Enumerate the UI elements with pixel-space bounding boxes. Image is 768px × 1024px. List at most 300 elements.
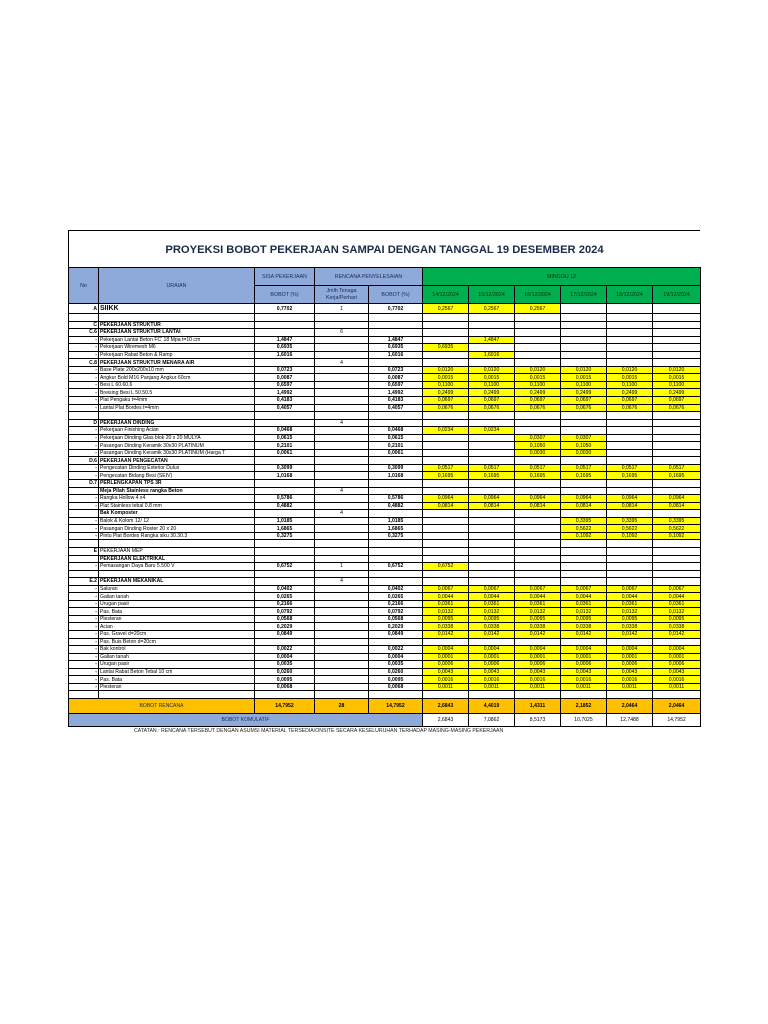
row-tenaga: [315, 434, 369, 442]
row-tenaga: [315, 668, 369, 676]
row-day-value: 0,0015: [653, 374, 701, 382]
row-day-value: 0,2499: [561, 389, 607, 397]
row-number: -: [69, 661, 99, 669]
table-row: [69, 517, 701, 525]
row-day-value: [469, 359, 515, 367]
row-number: -: [69, 381, 99, 389]
row-sisa: 0,0061: [255, 449, 315, 457]
row-uraian: [99, 540, 255, 548]
header-date: 15/12/2024: [469, 286, 515, 304]
table-row: [69, 578, 701, 586]
row-day-value: 0,0517: [653, 464, 701, 472]
row-bobot: 0,6935: [369, 344, 423, 352]
row-sisa: 1,4992: [255, 389, 315, 397]
header-date: 19/12/2024: [653, 286, 701, 304]
row-number: -: [69, 442, 99, 450]
row-day-value: [515, 427, 561, 435]
table-row: [69, 623, 701, 631]
row-day-value: [607, 480, 653, 488]
table-row: [69, 434, 701, 442]
row-sisa: 0,0402: [255, 585, 315, 593]
row-number: -: [69, 464, 99, 472]
row-day-value: 0,0676: [515, 404, 561, 412]
row-day-value: [515, 532, 561, 540]
row-day-value: [653, 480, 701, 488]
row-day-value: [469, 691, 515, 699]
row-day-value: [423, 480, 469, 488]
row-day-value: [561, 419, 607, 427]
row-number: -: [69, 630, 99, 638]
row-day-value: 0,0676: [561, 404, 607, 412]
row-day-value: [469, 480, 515, 488]
table-row: [69, 389, 701, 397]
row-bobot: [369, 314, 423, 322]
row-sisa: [255, 540, 315, 548]
row-day-value: 0,0814: [561, 502, 607, 510]
row-day-value: [653, 304, 701, 314]
table-row: [69, 585, 701, 593]
row-number: [69, 691, 99, 699]
row-sisa: [255, 578, 315, 586]
row-bobot: [369, 412, 423, 420]
header-minggu: MINGGU 12: [423, 268, 701, 286]
row-day-value: [469, 547, 515, 555]
row-bobot: 0,5786: [369, 495, 423, 503]
row-day-value: 0,0043: [561, 668, 607, 676]
row-day-value: [607, 510, 653, 518]
row-uraian: PEKERJAAN ELEKTRIKAL: [99, 555, 255, 563]
row-uraian: PEKERJAAN STRUKTUR: [99, 321, 255, 329]
row-bobot: 0,4057: [369, 404, 423, 412]
table-row: [69, 661, 701, 669]
row-tenaga: [315, 366, 369, 374]
row-day-value: 0,1695: [653, 472, 701, 480]
row-uraian: [99, 314, 255, 322]
table-row: [69, 510, 701, 518]
row-tenaga: [315, 472, 369, 480]
row-tenaga: [315, 646, 369, 654]
row-bobot: 0,0568: [369, 615, 423, 623]
row-day-value: 0,0011: [469, 683, 515, 691]
row-uraian: Angkur Bold M16 Panjang Angkur 60cm: [99, 374, 255, 382]
row-day-value: 0,0142: [653, 630, 701, 638]
row-day-value: [423, 570, 469, 578]
footnote: CATATAN : RENCANA TERSEBUT DENGAN ASUMSI MATERIAL TERSEDIA/ONSITE SECARA KESELURUHAN TERHADAP MASING-MASING PEKERJAAN: [134, 727, 504, 734]
row-tenaga: 6: [315, 329, 369, 337]
header-bobot-rencana: BOBOT (%): [369, 286, 423, 304]
row-bobot: 0,0260: [369, 668, 423, 676]
row-sisa: 0,5786: [255, 495, 315, 503]
row-day-value: 0,1695: [561, 472, 607, 480]
row-day-value: 0,0517: [607, 464, 653, 472]
row-day-value: [653, 321, 701, 329]
row-tenaga: [315, 397, 369, 405]
row-number: -: [69, 593, 99, 601]
row-day-value: 0,0517: [469, 464, 515, 472]
row-day-value: [469, 434, 515, 442]
row-day-value: [515, 359, 561, 367]
row-day-value: [653, 555, 701, 563]
table-row: [69, 593, 701, 601]
row-bobot: 0,0468: [369, 427, 423, 435]
row-day-value: [561, 351, 607, 359]
row-tenaga: [315, 540, 369, 548]
row-sisa: 1,6016: [255, 351, 315, 359]
row-number: D: [69, 419, 99, 427]
row-tenaga: [315, 351, 369, 359]
row-day-value: 0,0307: [561, 434, 607, 442]
row-day-value: [607, 412, 653, 420]
row-day-value: [423, 449, 469, 457]
row-bobot: 0,0004: [369, 653, 423, 661]
row-tenaga: [315, 661, 369, 669]
row-day-value: 0,1092: [607, 532, 653, 540]
row-day-value: 0,0016: [653, 676, 701, 684]
row-uraian: [99, 570, 255, 578]
table-row: [69, 427, 701, 435]
row-day-value: 0,0001: [607, 653, 653, 661]
row-sisa: 0,0265: [255, 593, 315, 601]
row-day-value: [423, 525, 469, 533]
row-day-value: [653, 487, 701, 495]
row-day-value: 0,0338: [469, 623, 515, 631]
row-bobot: 0,3099: [369, 464, 423, 472]
row-day-value: 0,0964: [515, 495, 561, 503]
row-tenaga: [315, 464, 369, 472]
row-sisa: 0,0087: [255, 374, 315, 382]
row-sisa: [255, 547, 315, 555]
row-day-value: 0,1100: [561, 381, 607, 389]
row-day-value: [653, 329, 701, 337]
row-day-value: 0,0095: [561, 615, 607, 623]
row-uraian: PEKERJAAN PENGECATAN: [99, 457, 255, 465]
row-day-value: [423, 532, 469, 540]
row-day-value: [469, 555, 515, 563]
row-sisa: 0,4882: [255, 502, 315, 510]
row-day-value: 0,0006: [423, 661, 469, 669]
row-day-value: [561, 336, 607, 344]
row-uraian: Pintu Plat Bordes Rangka siku 30.30.3: [99, 532, 255, 540]
row-tenaga: [315, 683, 369, 691]
row-bobot: 0,2029: [369, 623, 423, 631]
row-tenaga: [315, 608, 369, 616]
row-day-value: 0,0964: [469, 495, 515, 503]
table-row: [69, 472, 701, 480]
row-day-value: 0,0043: [469, 668, 515, 676]
row-day-value: [515, 351, 561, 359]
row-sisa: 0,3099: [255, 464, 315, 472]
row-day-value: [653, 419, 701, 427]
row-day-value: 0,1695: [469, 472, 515, 480]
row-day-value: [607, 434, 653, 442]
table-row: [69, 351, 701, 359]
row-sisa: [255, 457, 315, 465]
row-uraian: Saluran: [99, 585, 255, 593]
row-day-value: 0,0004: [653, 646, 701, 654]
row-day-value: [653, 412, 701, 420]
row-day-value: [469, 570, 515, 578]
row-bobot: 1,6016: [369, 351, 423, 359]
table-row: [69, 397, 701, 405]
row-day-value: [515, 329, 561, 337]
row-day-value: [469, 344, 515, 352]
row-number: D.7: [69, 480, 99, 488]
row-uraian: Lantai Rabat Beton Tebal 10 cm: [99, 668, 255, 676]
row-uraian: Pas. Buis Beton d=20cm: [99, 638, 255, 646]
table-row: [69, 321, 701, 329]
row-tenaga: [315, 314, 369, 322]
row-uraian: Pasangan Dinding Keramik 30x30 PLATINUM: [99, 442, 255, 450]
header-sisa: SISA PEKERJAAN: [255, 268, 315, 286]
row-uraian: Meja Pilah Stainless rangka Beton: [99, 487, 255, 495]
row-day-value: [607, 547, 653, 555]
row-day-value: [653, 457, 701, 465]
row-day-value: 0,0697: [469, 397, 515, 405]
row-day-value: [515, 555, 561, 563]
row-day-value: [515, 578, 561, 586]
row-tenaga: [315, 480, 369, 488]
row-day-value: 0,1100: [423, 381, 469, 389]
table-row: [69, 487, 701, 495]
row-bobot: 0,4882: [369, 502, 423, 510]
row-uraian: SIIKK: [99, 304, 255, 314]
row-day-value: [607, 321, 653, 329]
row-sisa: 0,0468: [255, 427, 315, 435]
table-row: [69, 412, 701, 420]
table-row: [69, 304, 701, 314]
row-day-value: [423, 329, 469, 337]
row-uraian: Lantai Plat Bordes t=4mm: [99, 404, 255, 412]
row-day-value: 0,1695: [607, 472, 653, 480]
row-day-value: [423, 359, 469, 367]
row-sisa: 0,0568: [255, 615, 315, 623]
row-sisa: 0,2029: [255, 623, 315, 631]
row-day-value: 0,0132: [469, 608, 515, 616]
row-day-value: 0,0142: [423, 630, 469, 638]
row-day-value: [607, 329, 653, 337]
row-bobot: 0,0723: [369, 366, 423, 374]
table-row: [69, 570, 701, 578]
table-row: [69, 404, 701, 412]
table-row: [69, 314, 701, 322]
row-number: [69, 314, 99, 322]
row-sisa: [255, 480, 315, 488]
row-bobot: 1,0168: [369, 472, 423, 480]
row-day-value: 0,3395: [653, 517, 701, 525]
row-tenaga: 4: [315, 578, 369, 586]
row-day-value: 0,0067: [469, 585, 515, 593]
row-sisa: 0,0068: [255, 683, 315, 691]
row-day-value: 0,0132: [653, 608, 701, 616]
row-uraian: Pas. Bata: [99, 608, 255, 616]
row-bobot: 0,0849: [369, 630, 423, 638]
row-uraian: Base Plate 200x200x10 mm: [99, 366, 255, 374]
row-uraian: Rangka Hollow 4 x4: [99, 495, 255, 503]
row-sisa: [255, 359, 315, 367]
row-uraian: Pas. Bata: [99, 676, 255, 684]
table-row: [69, 336, 701, 344]
row-day-value: [423, 321, 469, 329]
row-day-value: 0,2499: [469, 389, 515, 397]
row-day-value: [607, 457, 653, 465]
row-day-value: [607, 563, 653, 571]
row-sisa: [255, 570, 315, 578]
row-bobot: 0,2101: [369, 442, 423, 450]
row-day-value: [515, 412, 561, 420]
row-day-value: [607, 351, 653, 359]
row-day-value: 0,1695: [515, 472, 561, 480]
row-tenaga: [315, 585, 369, 593]
row-day-value: 0,0067: [515, 585, 561, 593]
row-day-value: 0,0006: [653, 661, 701, 669]
row-day-value: [469, 329, 515, 337]
row-tenaga: [315, 336, 369, 344]
kumulatif-row: [69, 713, 701, 726]
header-date: 16/12/2024: [515, 286, 561, 304]
row-number: -: [69, 502, 99, 510]
row-tenaga: [315, 623, 369, 631]
row-sisa: [255, 419, 315, 427]
row-day-value: [469, 532, 515, 540]
kumulatif-value: 2,6843: [423, 713, 469, 726]
row-number: -: [69, 600, 99, 608]
total-day-value: 2,0464: [653, 698, 701, 713]
row-uraian: Balok & Kolom 12/ 12: [99, 517, 255, 525]
row-day-value: [423, 555, 469, 563]
table-row: [69, 600, 701, 608]
row-number: -: [69, 638, 99, 646]
row-number: -: [69, 623, 99, 631]
row-day-value: [423, 419, 469, 427]
row-day-value: 0,2567: [515, 304, 561, 314]
row-day-value: 0,3395: [561, 517, 607, 525]
row-number: C: [69, 321, 99, 329]
row-day-value: 0,0697: [607, 397, 653, 405]
row-uraian: PEKERJAAN MEKANIKAL: [99, 578, 255, 586]
row-day-value: 0,0004: [607, 646, 653, 654]
row-day-value: [515, 547, 561, 555]
row-day-value: 0,5622: [561, 525, 607, 533]
row-uraian: Pemasangan Daya Baru 5.500 V: [99, 563, 255, 571]
row-day-value: 0,1100: [469, 381, 515, 389]
row-sisa: 0,3275: [255, 532, 315, 540]
row-tenaga: [315, 344, 369, 352]
row-sisa: 0,6752: [255, 563, 315, 571]
row-day-value: 0,0001: [653, 653, 701, 661]
row-day-value: [653, 344, 701, 352]
row-day-value: [469, 457, 515, 465]
row-day-value: 0,0030: [515, 449, 561, 457]
row-bobot: 0,4183: [369, 397, 423, 405]
row-day-value: [607, 304, 653, 314]
row-day-value: [423, 442, 469, 450]
row-bobot: [369, 691, 423, 699]
row-day-value: 0,0011: [653, 683, 701, 691]
row-tenaga: [315, 404, 369, 412]
header-date: 14/12/2024: [423, 286, 469, 304]
row-day-value: 0,0697: [653, 397, 701, 405]
row-day-value: [653, 563, 701, 571]
row-tenaga: [315, 555, 369, 563]
row-sisa: 0,0022: [255, 646, 315, 654]
row-number: E: [69, 547, 99, 555]
row-day-value: 0,1100: [515, 381, 561, 389]
row-day-value: 0,0095: [423, 615, 469, 623]
row-day-value: [561, 457, 607, 465]
header-date: 17/12/2024: [561, 286, 607, 304]
table-row: [69, 449, 701, 457]
row-day-value: [653, 314, 701, 322]
row-number: D.6: [69, 457, 99, 465]
row-number: -: [69, 495, 99, 503]
row-bobot: 1,4847: [369, 336, 423, 344]
row-day-value: [469, 517, 515, 525]
row-number: -: [69, 608, 99, 616]
row-number: -: [69, 532, 99, 540]
total-label: BOBOT RENCANA: [69, 698, 255, 713]
row-day-value: 0,0676: [653, 404, 701, 412]
row-day-value: 0,0016: [423, 676, 469, 684]
row-bobot: 1,4992: [369, 389, 423, 397]
row-day-value: 0,0814: [515, 502, 561, 510]
row-uraian: Bak Komposter: [99, 510, 255, 518]
row-number: [69, 510, 99, 518]
table-row: [69, 329, 701, 337]
row-day-value: 0,0142: [607, 630, 653, 638]
row-tenaga: [315, 412, 369, 420]
row-uraian: PEKERJAAN DINDING: [99, 419, 255, 427]
row-tenaga: [315, 381, 369, 389]
row-number: -: [69, 374, 99, 382]
row-day-value: 0,0361: [469, 600, 515, 608]
row-tenaga: 4: [315, 419, 369, 427]
row-day-value: [469, 638, 515, 646]
row-day-value: [561, 427, 607, 435]
row-day-value: 0,2499: [653, 389, 701, 397]
row-sisa: 0,0004: [255, 653, 315, 661]
row-day-value: 0,0964: [561, 495, 607, 503]
row-bobot: 0,0615: [369, 434, 423, 442]
row-day-value: [607, 419, 653, 427]
row-day-value: 0,0016: [469, 676, 515, 684]
row-bobot: 0,0068: [369, 683, 423, 691]
row-day-value: 0,5622: [653, 525, 701, 533]
row-tenaga: [315, 638, 369, 646]
row-tenaga: [315, 374, 369, 382]
row-day-value: 0,0067: [607, 585, 653, 593]
row-day-value: 0,0132: [515, 608, 561, 616]
row-day-value: [653, 570, 701, 578]
row-sisa: [255, 691, 315, 699]
row-tenaga: [315, 593, 369, 601]
row-bobot: [369, 457, 423, 465]
row-uraian: Bak kontrol: [99, 646, 255, 654]
row-day-value: 0,0011: [607, 683, 653, 691]
row-day-value: [561, 304, 607, 314]
row-day-value: [423, 517, 469, 525]
row-bobot: 1,6865: [369, 525, 423, 533]
row-uraian: PERLENGKAPAN TPS 3R: [99, 480, 255, 488]
row-sisa: 0,2101: [255, 442, 315, 450]
row-sisa: 1,4847: [255, 336, 315, 344]
table-row: [69, 419, 701, 427]
row-number: -: [69, 646, 99, 654]
row-day-value: 0,0015: [423, 374, 469, 382]
row-day-value: [653, 691, 701, 699]
kumulatif-value: 7,0862: [469, 713, 515, 726]
row-day-value: 0,6935: [423, 344, 469, 352]
row-day-value: [561, 321, 607, 329]
